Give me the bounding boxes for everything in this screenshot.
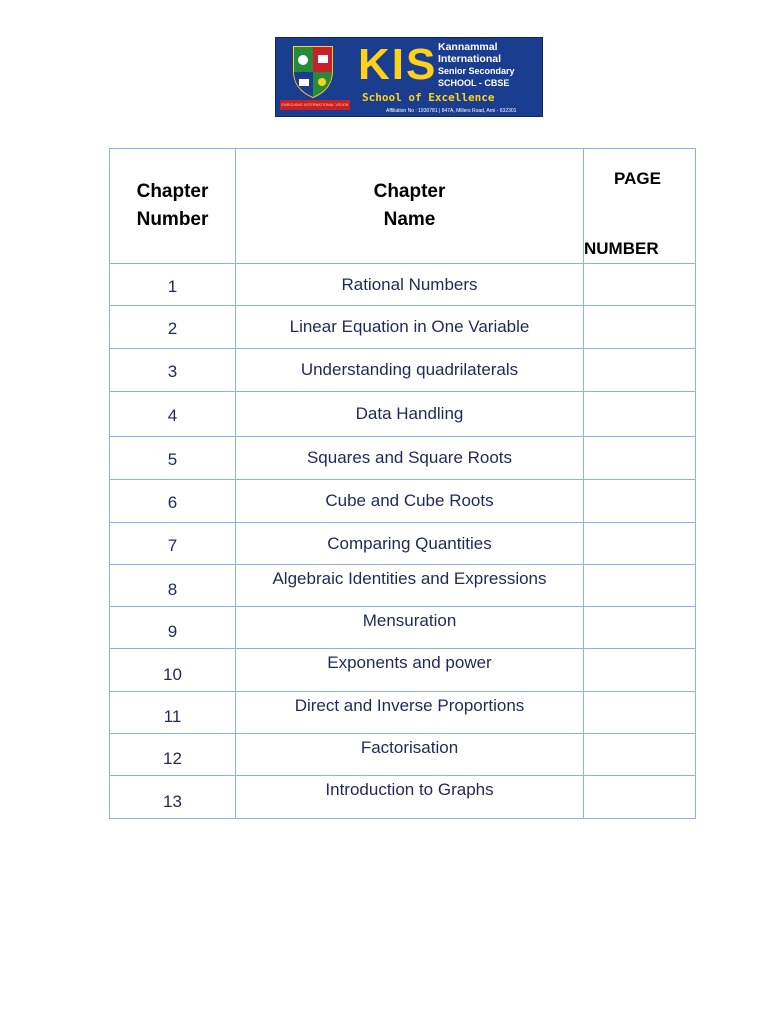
page-number: [584, 264, 696, 306]
page-number: [584, 776, 696, 819]
school-name-line-1: Kannammal: [438, 41, 498, 53]
chapter-number: 6: [110, 480, 236, 523]
chapter-number: 13: [110, 776, 236, 819]
table-row: [110, 437, 696, 480]
chapter-name: Comparing Quantities: [236, 523, 584, 565]
table-row: [110, 392, 696, 437]
chapter-name: Squares and Square Roots: [236, 437, 584, 480]
chapter-name: Introduction to Graphs: [236, 776, 584, 819]
page-number: [584, 392, 696, 437]
header-chapter-name: Chapter Name: [236, 149, 584, 264]
page-number: [584, 349, 696, 392]
table-row: [110, 523, 696, 565]
chapter-name: Algebraic Identities and Expressions: [236, 565, 584, 607]
page-number: [584, 306, 696, 349]
school-crest-icon: [290, 43, 336, 99]
school-name-line-4: SCHOOL - CBSE: [438, 78, 510, 88]
table-row: [110, 306, 696, 349]
chapter-name: Linear Equation in One Variable: [236, 306, 584, 349]
page-number: [584, 565, 696, 607]
header-chapter-number: Chapter Number: [110, 149, 236, 264]
page-number: [584, 523, 696, 565]
table-row: [110, 649, 696, 692]
chapter-table: [109, 148, 696, 819]
page-number: [584, 480, 696, 523]
school-name-line-2: International: [438, 53, 502, 65]
chapter-number: 4: [110, 392, 236, 437]
chapter-number: 10: [110, 649, 236, 692]
table-row: [110, 480, 696, 523]
table-row: [110, 264, 696, 306]
school-tagline: School of Excellence: [362, 91, 495, 104]
table-row: [110, 692, 696, 734]
page-number: [584, 692, 696, 734]
chapter-number: 2: [110, 306, 236, 349]
page-number: [584, 607, 696, 649]
chapter-number: 9: [110, 607, 236, 649]
chapter-name: Mensuration: [236, 607, 584, 649]
table-row: [110, 776, 696, 819]
logo-initials: KIS: [358, 40, 438, 89]
page-number: [584, 437, 696, 480]
school-name-line-3: Senior Secondary: [438, 66, 515, 76]
table-row: [110, 607, 696, 649]
chapter-name: Exponents and power: [236, 649, 584, 692]
header-page-number: PAGE NUMBER: [584, 149, 696, 264]
page-number: [584, 649, 696, 692]
chapter-name: Direct and Inverse Proportions: [236, 692, 584, 734]
chapter-number: 12: [110, 734, 236, 776]
table-header-row: [110, 149, 696, 264]
page-number: [584, 734, 696, 776]
school-logo: [275, 37, 543, 117]
chapter-number: 8: [110, 565, 236, 607]
table-row: [110, 349, 696, 392]
affiliation-text: Affiliation No : 1930781 | 847A, Millers Road, Arni - 632301: [386, 108, 517, 114]
chapter-number: 11: [110, 692, 236, 734]
crest-ribbon: ENRICHING INTERNATIONAL VISION: [280, 100, 350, 110]
table-row: [110, 734, 696, 776]
chapter-name: Data Handling: [236, 392, 584, 437]
chapter-name: Cube and Cube Roots: [236, 480, 584, 523]
chapter-number: 1: [110, 264, 236, 306]
chapter-name: Understanding quadrilaterals: [236, 349, 584, 392]
school-name: [438, 41, 538, 91]
chapter-number: 7: [110, 523, 236, 565]
table-row: [110, 565, 696, 607]
chapter-number: 5: [110, 437, 236, 480]
chapter-name: Rational Numbers: [236, 264, 584, 306]
chapter-name: Factorisation: [236, 734, 584, 776]
chapter-number: 3: [110, 349, 236, 392]
